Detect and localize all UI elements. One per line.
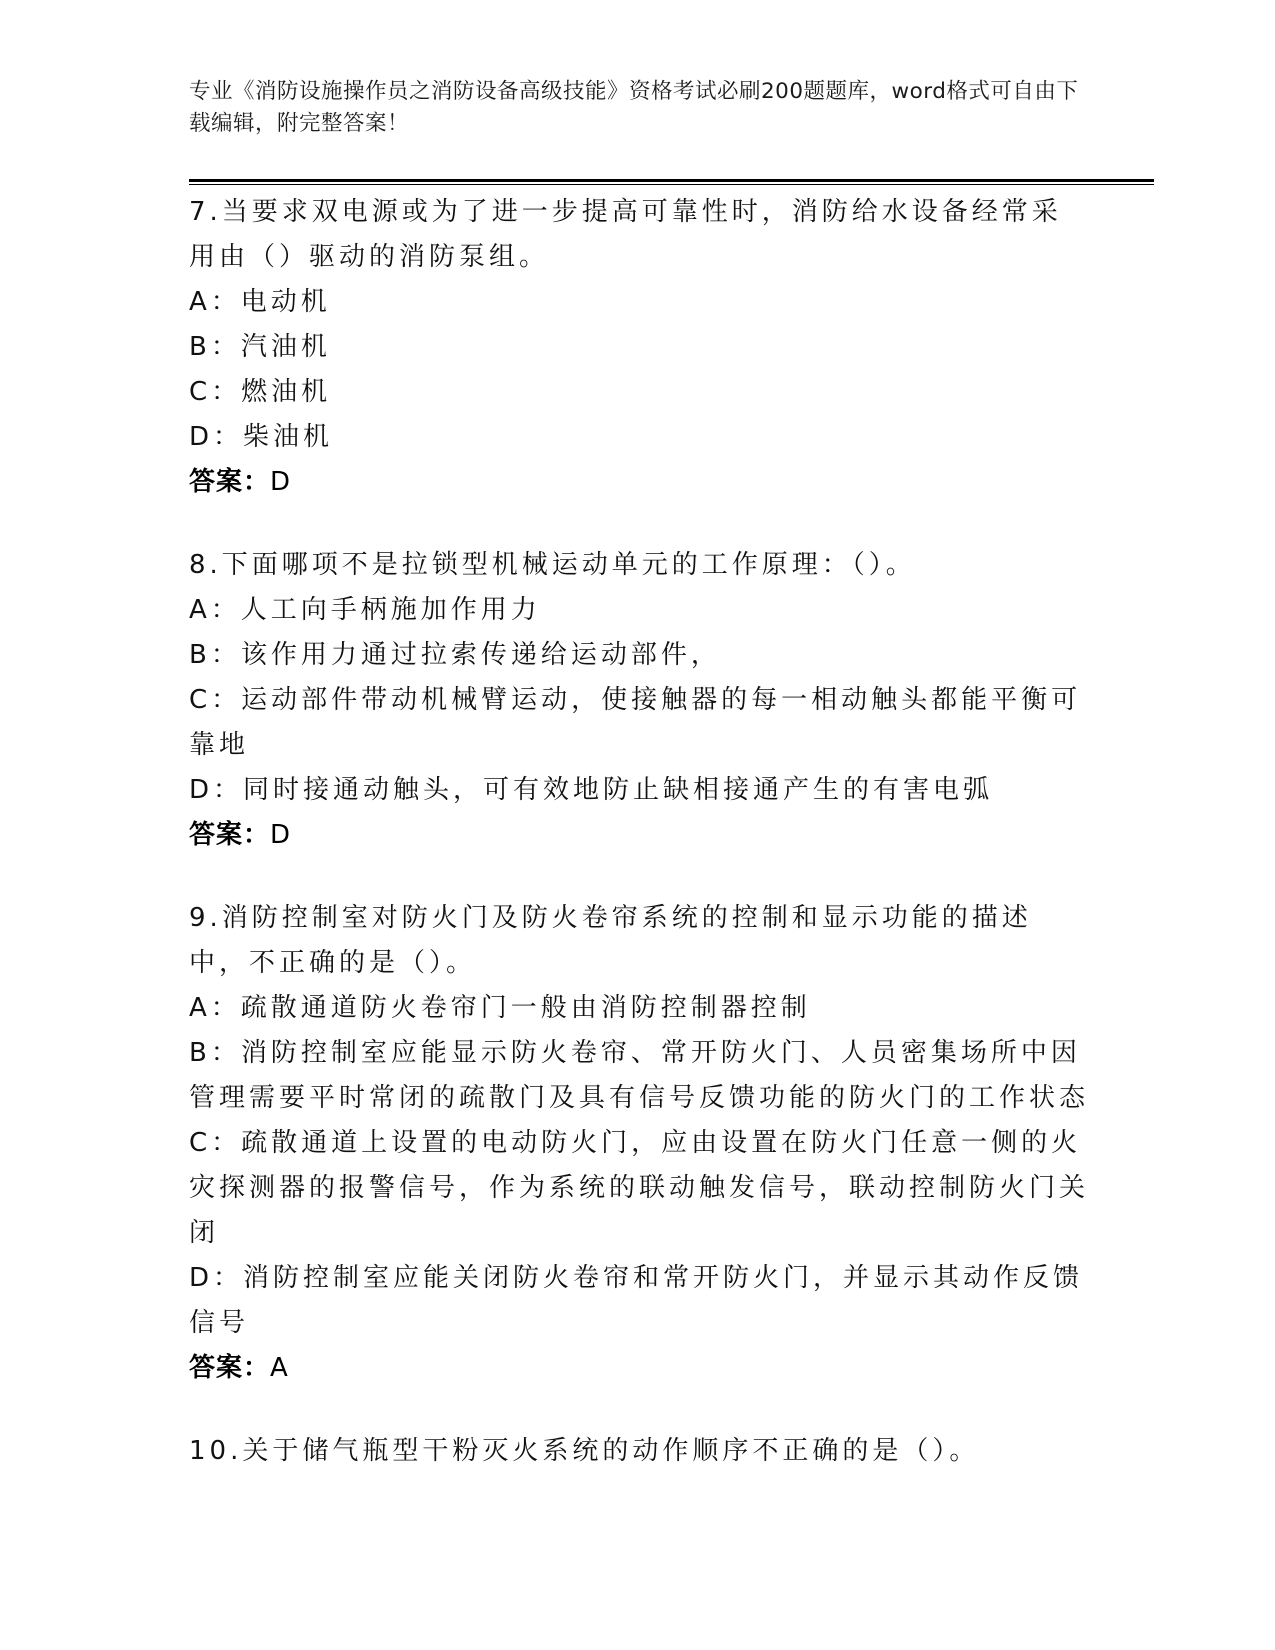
question-9	[189, 896, 1089, 1391]
question-8	[189, 543, 1089, 858]
question-stem: 9.消防控制室对防火门及防火卷帘系统的控制和显示功能的描述中，不正确的是（）。	[189, 903, 1032, 978]
answer-label: 答案：	[189, 820, 271, 850]
option-d: D：同时接通动触头，可有效地防止缺相接通产生的有害电弧	[189, 775, 994, 805]
answer-line	[189, 813, 1089, 858]
answer-value: A	[270, 1353, 289, 1383]
question-7	[189, 190, 1089, 505]
option-d: D：柴油机	[189, 422, 334, 452]
answer-line	[189, 460, 1089, 505]
option-c: C：燃油机	[189, 377, 332, 407]
option-c: C：运动部件带动机械臂运动，使接触器的每一相动触头都能平衡可靠地	[189, 685, 1082, 760]
header-divider-thick	[189, 179, 1154, 182]
question-stem: 10.关于储气瓶型干粉灭火系统的动作顺序不正确的是（）。	[189, 1436, 980, 1466]
option-b: B：该作用力通过拉索传递给运动部件，	[189, 640, 721, 670]
option-b: B：汽油机	[189, 332, 331, 362]
answer-value: D	[270, 820, 292, 850]
answer-line	[189, 1346, 1089, 1391]
option-a: A：人工向手柄施加作用力	[189, 595, 541, 625]
question-stem: 7.当要求双电源或为了进一步提高可靠性时，消防给水设备经常采用由（）驱动的消防泵组。	[189, 197, 1062, 272]
question-10	[189, 1429, 1089, 1474]
document-header: 专业《消防设施操作员之消防设备高级技能》资格考试必刷200题题库，word格式可自由下载编辑，附完整答案！	[189, 79, 1079, 136]
option-b: B：消防控制室应能显示防火卷帘、常开防火门、人员密集场所中因管理需要平时常闭的疏散门及具有信号反馈功能的防火门的工作状态	[189, 1038, 1090, 1113]
option-d: D：消防控制室应能关闭防火卷帘和常开防火门，并显示其动作反馈信号	[189, 1263, 1084, 1338]
answer-label: 答案：	[189, 1353, 271, 1383]
answer-label: 答案：	[189, 467, 271, 497]
option-c: C：疏散通道上设置的电动防火门，应由设置在防火门任意一侧的火灾探测器的报警信号，作为系统的联动触发信号，联动控制防火门关闭	[189, 1128, 1090, 1248]
question-list	[189, 190, 1089, 1512]
option-a: A：电动机	[189, 287, 331, 317]
option-a: A：疏散通道防火卷帘门一般由消防控制器控制	[189, 993, 811, 1023]
header-divider-thin	[189, 184, 1154, 185]
question-stem: 8.下面哪项不是拉锁型机械运动单元的工作原理：（）。	[189, 550, 916, 580]
answer-value: D	[270, 467, 292, 497]
